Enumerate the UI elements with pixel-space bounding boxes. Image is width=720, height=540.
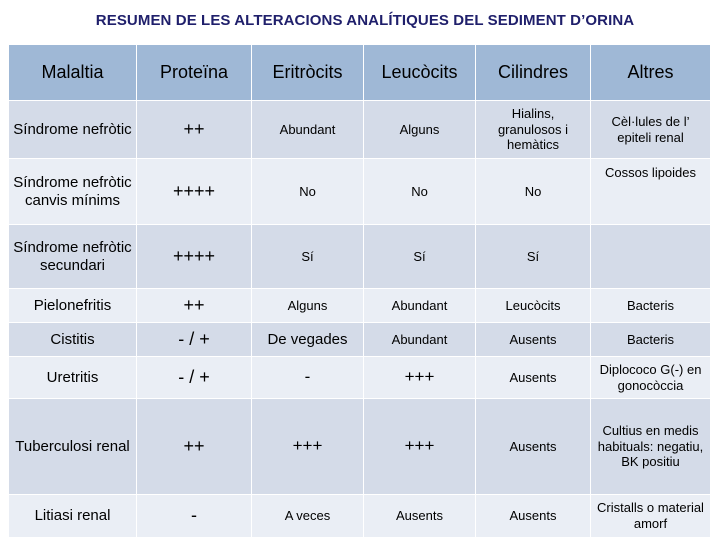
cell-eritrocits: A veces [252,495,364,538]
cell-eritrocits: Alguns [252,289,364,323]
cell-malaltia: Litiasi renal [9,495,137,538]
cell-leucocits: Abundant [364,289,476,323]
cell-proteina: ++++ [137,225,252,289]
table-row [9,495,711,538]
cell-cilindres: Ausents [476,495,591,538]
table-row [9,101,711,159]
cell-eritrocits: Sí [252,225,364,289]
cell-leucocits: Abundant [364,323,476,357]
table-row [9,225,711,289]
cell-altres: Cristalls o material amorf [591,495,711,538]
page-title: RESUMEN DE LES ALTERACIONS ANALÍTIQUES DEL SEDIMENT D’ORINA [95,12,635,29]
table-row [9,289,711,323]
cell-malaltia: Uretritis [9,357,137,399]
cell-proteina: ++ [137,101,252,159]
cell-cilindres: Ausents [476,399,591,495]
urine-sediment-summary-table [8,44,711,538]
cell-proteina: ++ [137,289,252,323]
cell-leucocits: Sí [364,225,476,289]
header-altres: Altres [591,45,711,101]
header-cilindres: Cilindres [476,45,591,101]
header-proteina: Proteïna [137,45,252,101]
cell-cilindres: Ausents [476,357,591,399]
header-eritrocits: Eritròcits [252,45,364,101]
cell-proteina: - / + [137,323,252,357]
cell-altres: Cèl·lules de l’ epiteli renal [591,101,711,159]
cell-eritrocits: +++ [252,399,364,495]
header-leucocits: Leucòcits [364,45,476,101]
cell-leucocits: No [364,159,476,225]
cell-malaltia: Síndrome nefròtic [9,101,137,159]
table-row [9,323,711,357]
cell-eritrocits: Abundant [252,101,364,159]
cell-altres: Bacteris [591,289,711,323]
cell-malaltia: Síndrome nefròtic canvis mínims [9,159,137,225]
header-row [9,45,711,101]
cell-leucocits: Ausents [364,495,476,538]
cell-eritrocits: No [252,159,364,225]
cell-leucocits: +++ [364,357,476,399]
header-malaltia: Malaltia [9,45,137,101]
cell-eritrocits: De vegades [252,323,364,357]
cell-cilindres: No [476,159,591,225]
table-row [9,159,711,225]
cell-malaltia: Tuberculosi renal [9,399,137,495]
cell-cilindres: Sí [476,225,591,289]
cell-leucocits: +++ [364,399,476,495]
cell-proteina: ++ [137,399,252,495]
cell-altres: Cossos lipoides [591,159,711,225]
cell-cilindres: Leucòcits [476,289,591,323]
cell-altres: Cultius en medis habituals: negatiu, BK positiu [591,399,711,495]
table-row [9,357,711,399]
cell-altres: Bacteris [591,323,711,357]
cell-altres [591,225,711,289]
cell-altres: Diplococo G(-) en gonocòccia [591,357,711,399]
cell-malaltia: Pielonefritis [9,289,137,323]
cell-malaltia: Síndrome nefròtic secundari [9,225,137,289]
cell-proteina: ++++ [137,159,252,225]
cell-proteina: - / + [137,357,252,399]
cell-cilindres: Hialins, granulosos i hemàtics [476,101,591,159]
table-row [9,399,711,495]
cell-malaltia: Cistitis [9,323,137,357]
cell-eritrocits: - [252,357,364,399]
cell-leucocits: Alguns [364,101,476,159]
cell-cilindres: Ausents [476,323,591,357]
cell-proteina: - [137,495,252,538]
